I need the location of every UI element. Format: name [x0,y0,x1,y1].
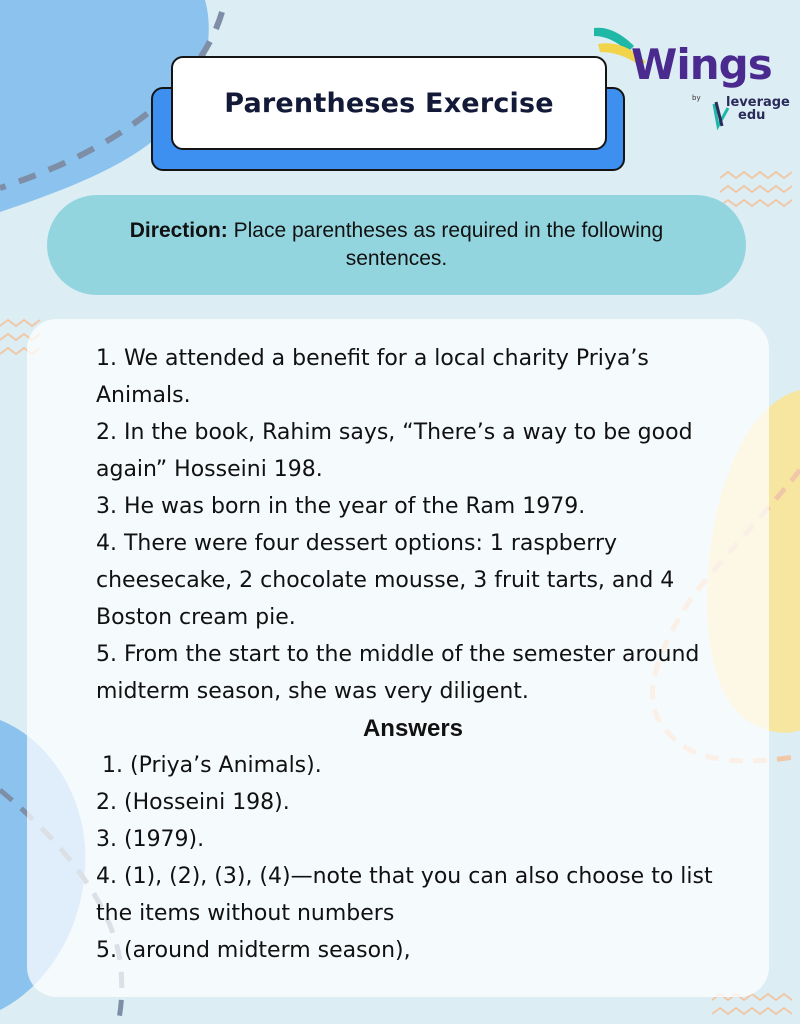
answer-item: 3. (1979). [96,827,205,852]
title-box [171,56,607,150]
answer-item: 1. (Priya’s Animals). [102,753,322,778]
direction-label: Direction: [129,219,228,242]
question-item: 1. We attended a benefit for a local charity Priya’s Animals. [96,346,649,408]
wings-logo [590,22,790,132]
answers-heading: Answers [362,715,464,742]
zigzag-bottom-right [712,994,792,1014]
answer-item: 4. (1), (2), (3), (4)—note that you can also choose to list the items without numbers [96,864,713,926]
question-item: 5. From the start to the middle of the semester around midterm season, she was very diligent. [96,642,700,704]
answer-item: 5. (around midterm season), [96,938,411,963]
direction-body: Place parentheses as required in the following sentences. [233,219,664,270]
direction-text [77,217,717,273]
page-title: Parentheses Exercise [224,87,554,119]
logo-wordmark: Wings [631,40,772,89]
answer-item: 2. (Hosseini 198). [96,790,290,815]
question-item: 3. He was born in the year of the Ram 1979. [96,494,586,519]
question-item: 4. There were four dessert options: 1 raspberry cheesecake, 2 chocolate mousse, 3 fruit tarts, and 4 Boston cream pie. [96,531,675,630]
logo-partner-line2: edu [738,108,766,123]
logo-by: by [692,94,701,102]
direction-banner [47,195,746,295]
question-item: 2. In the book, Rahim says, “There’s a way to be good again” Hosseini 198. [96,420,693,482]
logo-partner-line1: leverage [726,95,790,110]
exercise-content [96,340,736,969]
zigzag-top-right [720,172,792,206]
